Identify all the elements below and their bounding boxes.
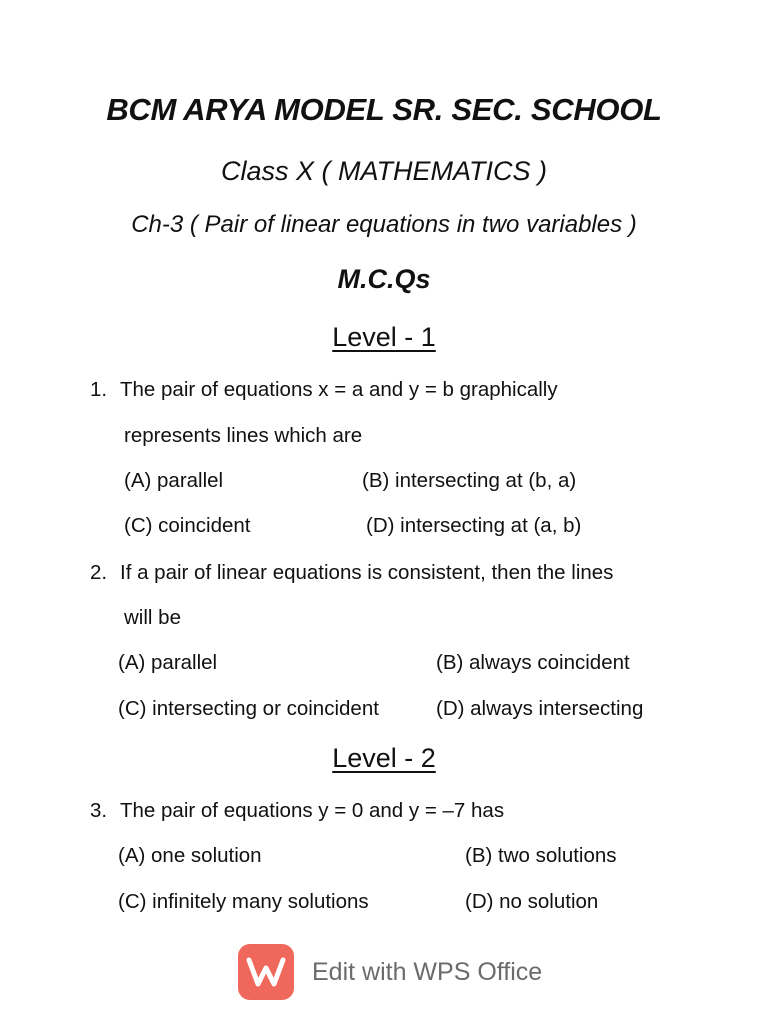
- question-text: If a pair of linear equations is consistent, then the lines: [120, 561, 614, 584]
- option-a: (A) parallel: [118, 651, 218, 674]
- option-a: (A) one solution: [118, 844, 262, 867]
- question-number: 3.: [90, 799, 108, 822]
- chapter-title: Ch-3 ( Pair of linear equations in two variables ): [131, 211, 637, 238]
- option-d: (D) intersecting at (a, b): [366, 514, 582, 537]
- question-number: 1.: [90, 378, 108, 401]
- class-title: Class X ( MATHEMATICS ): [220, 156, 547, 186]
- option-b: (B) two solutions: [465, 844, 617, 867]
- level-2-heading: Level - 2: [332, 743, 436, 773]
- option-c: (C) intersecting or coincident: [118, 697, 379, 720]
- option-b: (B) always coincident: [436, 651, 630, 674]
- option-d: (D) always intersecting: [436, 697, 644, 720]
- wps-watermark[interactable]: [238, 942, 542, 1002]
- option-c: (C) infinitely many solutions: [118, 890, 369, 913]
- question-text-continued: will be: [124, 606, 181, 629]
- question-text-continued: represents lines which are: [124, 424, 363, 447]
- option-c: (C) coincident: [124, 514, 251, 537]
- school-name: BCM ARYA MODEL SR. SEC. SCHOOL: [106, 92, 662, 127]
- wps-logo-icon: [238, 944, 294, 1000]
- question-text: The pair of equations y = 0 and y = –7 has: [120, 799, 505, 822]
- option-d: (D) no solution: [465, 890, 599, 913]
- question-number: 2.: [90, 561, 108, 584]
- level-1-heading: Level - 1: [332, 322, 436, 352]
- watermark-text: Edit with WPS Office: [312, 957, 543, 986]
- option-a: (A) parallel: [124, 469, 224, 492]
- question-text: The pair of equations x = a and y = b graphically: [120, 378, 558, 401]
- option-b: (B) intersecting at (b, a): [362, 469, 577, 492]
- section-title: M.C.Qs: [337, 264, 431, 294]
